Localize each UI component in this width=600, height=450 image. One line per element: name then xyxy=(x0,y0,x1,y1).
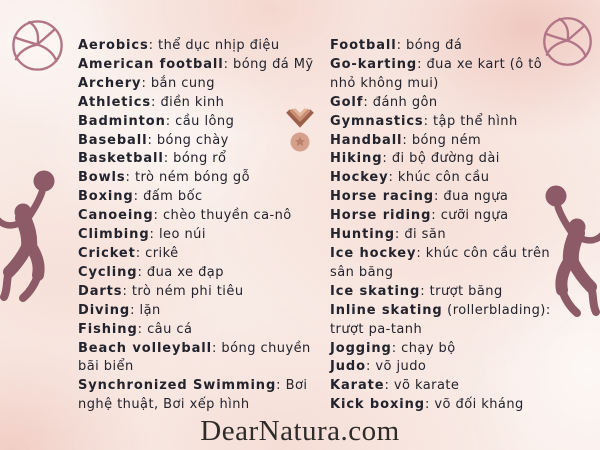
sport-entry xyxy=(330,396,570,415)
sport-entry xyxy=(330,226,570,245)
sport-entry xyxy=(78,321,326,340)
sport-term: Horse riding xyxy=(330,208,432,224)
sport-translation: : đua xe kart (ô tô nhỏ không mui) xyxy=(330,56,543,91)
sport-translation: : bóng chày xyxy=(147,132,229,148)
sport-term: Canoeing xyxy=(78,208,154,224)
sport-entry xyxy=(78,150,326,169)
sport-term: Ice hockey xyxy=(330,245,417,261)
sport-term: Badminton xyxy=(78,113,166,129)
sport-term: Baseball xyxy=(78,132,148,148)
sport-entry xyxy=(78,340,326,378)
sport-term: Handball xyxy=(330,132,403,148)
sport-term: Cricket xyxy=(78,245,136,261)
sport-entry xyxy=(78,245,326,264)
sport-term: American football xyxy=(78,56,224,72)
sport-entry xyxy=(330,56,570,94)
sport-translation: : leo núi xyxy=(149,227,206,243)
sport-term: Athletics xyxy=(78,94,152,110)
sport-translation: (rollerblading): trượt pa-tanh xyxy=(330,302,551,337)
sport-entry xyxy=(78,169,326,188)
sport-term: Gymnastics xyxy=(330,113,424,129)
sport-translation: : bóng rổ xyxy=(163,151,227,167)
sport-term: Golf xyxy=(330,94,364,110)
sport-entry xyxy=(78,37,326,56)
sport-translation: : khúc côn cầu trên sân băng xyxy=(330,245,551,280)
sport-term: Aerobics xyxy=(78,38,149,53)
sport-entry xyxy=(78,132,326,151)
sport-translation: : tập thể hình xyxy=(423,113,518,129)
sport-entry xyxy=(330,113,570,132)
sport-translation: : đấm bốc xyxy=(133,189,203,205)
sport-translation: : cưỡi ngựa xyxy=(431,208,509,224)
sport-term: Basketball xyxy=(78,151,164,167)
sport-term: Jogging xyxy=(330,340,392,356)
sport-translation: : chèo thuyền ca-nô xyxy=(153,208,292,224)
sport-term: Fishing xyxy=(78,321,138,337)
sport-entry xyxy=(330,37,570,56)
sport-translation: : đua xe đạp xyxy=(137,264,224,280)
sports-list-right xyxy=(330,37,570,415)
sport-translation: : crikê xyxy=(135,245,179,261)
sport-translation: : bóng đá Mỹ xyxy=(223,56,314,72)
sport-term: Bowls xyxy=(78,170,126,186)
sport-term: Horse racing xyxy=(330,189,435,205)
sport-entry xyxy=(330,150,570,169)
sport-term: Cycling xyxy=(78,264,138,280)
sport-entry xyxy=(330,358,570,377)
sport-entry xyxy=(78,188,326,207)
sport-entry xyxy=(330,207,570,226)
sport-entry xyxy=(78,94,326,113)
sport-term: Beach volleyball xyxy=(78,340,212,356)
sport-entry xyxy=(330,132,570,151)
sport-translation: : võ karate xyxy=(384,378,460,394)
sport-translation: : trò ném phi tiêu xyxy=(122,283,244,299)
sport-term: Judo xyxy=(330,359,366,375)
sport-entry xyxy=(78,226,326,245)
sport-entry xyxy=(330,94,570,113)
sport-entry xyxy=(330,169,570,188)
sport-translation: : bóng đá xyxy=(396,38,463,53)
sport-term: Synchronized Swimming xyxy=(78,378,277,394)
volleyball-player-silhouette xyxy=(0,169,58,321)
sport-translation: : đi săn xyxy=(394,227,447,243)
sport-translation: : lặn xyxy=(130,302,161,318)
sport-entry xyxy=(78,56,326,75)
sport-translation: : khúc côn cầu xyxy=(388,170,490,186)
sport-term: Hockey xyxy=(330,170,389,186)
sport-entry xyxy=(78,207,326,226)
sport-translation: : bắn cung xyxy=(141,75,215,91)
sport-term: Diving xyxy=(78,302,131,318)
sport-entry xyxy=(78,75,326,94)
sport-term: Inline skating xyxy=(330,302,443,318)
sport-translation: : cầu lông xyxy=(165,113,235,129)
sport-entry xyxy=(330,245,570,283)
sport-translation: : Bơi nghệ thuật, Bơi xếp hình xyxy=(78,378,308,413)
sport-entry xyxy=(330,377,570,396)
sport-translation: : trượt băng xyxy=(420,283,503,299)
sport-translation: : thể dục nhịp điệu xyxy=(148,38,280,53)
sport-translation: : đánh gôn xyxy=(363,94,438,110)
sport-term: Darts xyxy=(78,283,123,299)
sport-translation: : bóng ném xyxy=(402,132,482,148)
sport-entry xyxy=(330,302,570,340)
sport-entry xyxy=(78,113,326,132)
sport-term: Climbing xyxy=(78,227,150,243)
sport-translation: : võ judo xyxy=(365,359,427,375)
sport-translation: : võ đối kháng xyxy=(424,397,524,413)
sport-term: Boxing xyxy=(78,189,134,205)
sport-entry xyxy=(330,188,570,207)
sport-term: Karate xyxy=(330,378,385,394)
sport-term: Hiking xyxy=(330,151,383,167)
sport-term: Hunting xyxy=(330,227,395,243)
sport-entry xyxy=(78,283,326,302)
sport-translation: : đua ngựa xyxy=(434,189,509,205)
sport-translation: : câu cá xyxy=(137,321,193,337)
sport-translation: : bóng chuyền bãi biển xyxy=(78,340,311,375)
sport-term: Kick boxing xyxy=(330,397,425,413)
sport-entry xyxy=(330,283,570,302)
volleyball-icon xyxy=(10,18,65,73)
sports-list-left xyxy=(78,37,326,415)
sport-entry xyxy=(330,340,570,359)
sport-translation: : điền kinh xyxy=(151,94,225,110)
watermark: DearNatura.com xyxy=(200,415,400,447)
sport-term: Archery xyxy=(78,75,142,91)
sport-term: Ice skating xyxy=(330,283,421,299)
sport-translation: : chạy bộ xyxy=(391,340,456,356)
sport-entry xyxy=(78,264,326,283)
sport-term: Go-karting xyxy=(330,56,418,72)
sport-entry xyxy=(78,377,326,415)
sport-translation: : đi bộ đường dài xyxy=(382,151,500,167)
sport-translation: : trò ném bóng gỗ xyxy=(125,170,251,186)
sport-entry xyxy=(78,302,326,321)
sport-term: Football xyxy=(330,38,397,53)
